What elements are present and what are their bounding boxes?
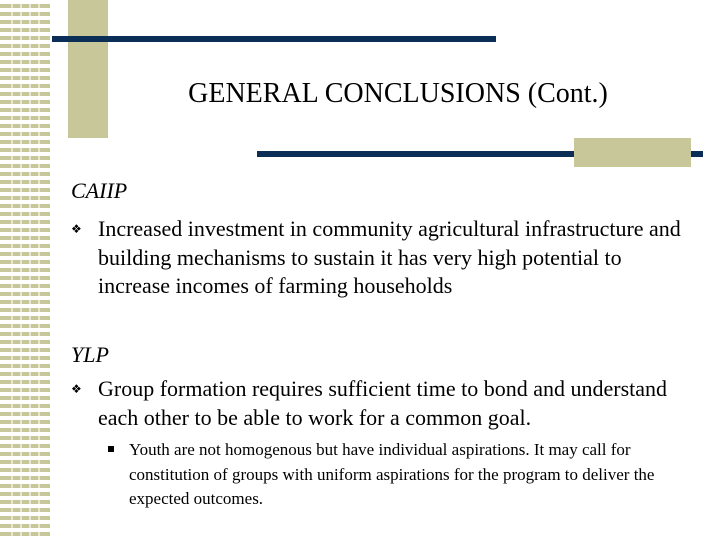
title-bar-top	[52, 36, 496, 42]
diamond-bullet-icon: ❖	[71, 222, 82, 236]
section-label-caiip: CAIIP	[71, 178, 128, 203]
section-label-ylp: YLP	[71, 342, 109, 367]
bullet-ylp	[71, 375, 691, 432]
bullet-text: Increased investment in community agricultural infrastructure and building mechanisms to sustain it has very high potential to increase incomes of farming households	[98, 216, 681, 298]
slide-title: GENERAL CONCLUSIONS (Cont.)	[188, 78, 608, 109]
square-bullet-icon	[108, 446, 114, 452]
decorative-block-right	[574, 138, 691, 167]
diamond-bullet-icon: ❖	[71, 382, 82, 396]
bullet-caiip	[71, 215, 691, 301]
decorative-block-top	[68, 0, 108, 138]
sub-bullet-ylp	[108, 438, 668, 512]
sub-bullet-text: Youth are not homogenous but have individual aspirations. It may call for constitution of groups with uniform aspirations for the program to deliver the expected outcomes.	[129, 440, 655, 508]
bullet-text: Group formation requires sufficient time to bond and understand each other to be able to work for a common goal.	[98, 376, 668, 430]
decorative-stripes	[0, 0, 50, 540]
